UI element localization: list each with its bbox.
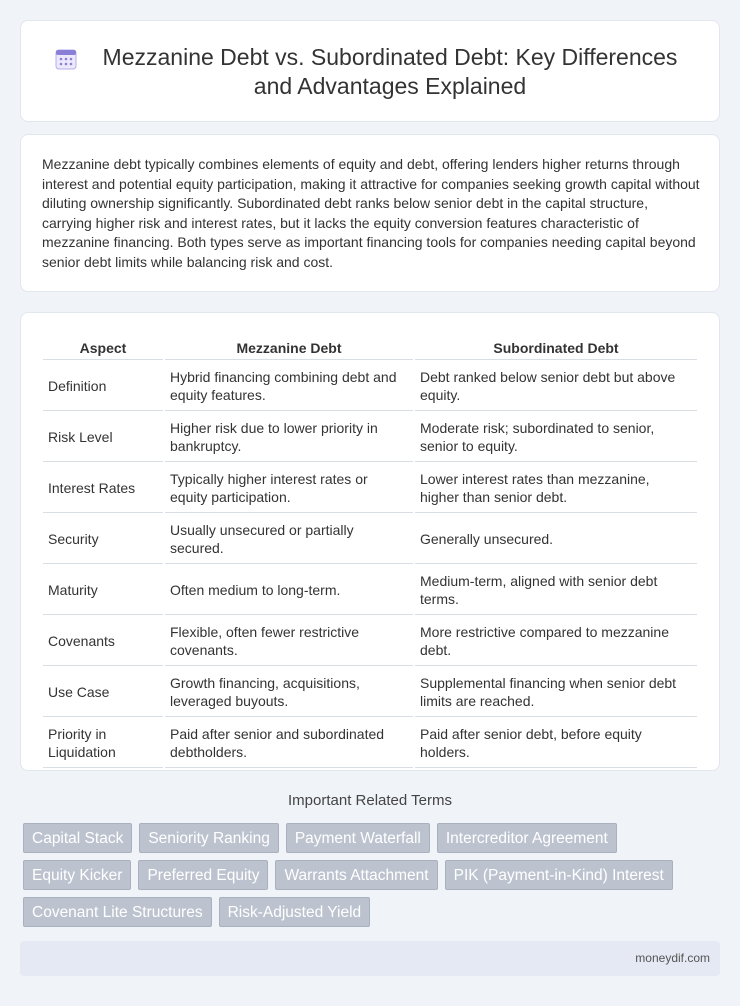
tag-seniority-ranking[interactable]: Seniority Ranking	[139, 823, 278, 853]
tag-risk-adjusted-yield[interactable]: Risk-Adjusted Yield	[219, 897, 371, 927]
subordinated-cell: Supplemental financing when senior debt limits are reached.	[415, 668, 697, 717]
subordinated-cell: Moderate risk; subordinated to senior, senior to equity.	[415, 413, 697, 462]
comparison-table	[41, 333, 699, 770]
tag-payment-waterfall[interactable]: Payment Waterfall	[286, 823, 430, 853]
mezzanine-cell: Often medium to long-term.	[165, 566, 413, 615]
aspect-cell: Covenants	[43, 617, 163, 666]
subordinated-cell: Generally unsecured.	[415, 515, 697, 564]
mezzanine-cell: Higher risk due to lower priority in bankruptcy.	[165, 413, 413, 462]
mezzanine-cell: Hybrid financing combining debt and equity features.	[165, 362, 413, 411]
table-row	[43, 413, 697, 462]
mezzanine-cell: Flexible, often fewer restrictive covenants.	[165, 617, 413, 666]
table-row	[43, 362, 697, 411]
mezzanine-cell: Usually unsecured or partially secured.	[165, 515, 413, 564]
tag-pik-interest[interactable]: PIK (Payment-in-Kind) Interest	[445, 860, 673, 890]
related-terms-list	[23, 823, 703, 927]
subordinated-cell: Lower interest rates than mezzanine, higher than senior debt.	[415, 464, 697, 513]
footer-site-link[interactable]: moneydif.com	[635, 951, 710, 965]
aspect-cell: Security	[43, 515, 163, 564]
tag-equity-kicker[interactable]: Equity Kicker	[23, 860, 131, 890]
footer	[20, 941, 720, 976]
mezzanine-cell: Paid after senior and subordinated debtholders.	[165, 719, 413, 768]
mezzanine-cell: Typically higher interest rates or equity participation.	[165, 464, 413, 513]
tag-warrants-attachment[interactable]: Warrants Attachment	[275, 860, 437, 890]
table-row	[43, 566, 697, 615]
aspect-cell: Priority in Liquidation	[43, 719, 163, 768]
header-subordinated-debt: Subordinated Debt	[415, 335, 697, 360]
summary-paragraph: Mezzanine debt typically combines elements of equity and debt, offering lenders higher returns through interest and potential equity participation, making it attractive for companies seeking growth capital without diluting ownership significantly. Subordinated debt ranks below senior debt in the capital structure, carrying higher risk and interest rates, but it lacks the equity conversion features characteristic of mezzanine financing. Both types serve as important financing tools for companies needing capital beyond senior debt limits while balancing risk and cost.	[42, 156, 700, 270]
mezzanine-cell: Growth financing, acquisitions, leveraged buyouts.	[165, 668, 413, 717]
tag-covenant-lite-structures[interactable]: Covenant Lite Structures	[23, 897, 212, 927]
summary-card	[20, 134, 720, 292]
subordinated-cell: Paid after senior debt, before equity holders.	[415, 719, 697, 768]
title-card	[20, 20, 720, 122]
aspect-cell: Use Case	[43, 668, 163, 717]
aspect-cell: Definition	[43, 362, 163, 411]
aspect-cell: Risk Level	[43, 413, 163, 462]
tag-intercreditor-agreement[interactable]: Intercreditor Agreement	[437, 823, 617, 853]
tag-preferred-equity[interactable]: Preferred Equity	[138, 860, 268, 890]
table-row	[43, 668, 697, 717]
aspect-cell: Maturity	[43, 566, 163, 615]
subordinated-cell: More restrictive compared to mezzanine debt.	[415, 617, 697, 666]
table-row	[43, 515, 697, 564]
table-row	[43, 617, 697, 666]
table-row	[43, 719, 697, 768]
comparison-table-card	[20, 312, 720, 771]
aspect-cell: Interest Rates	[43, 464, 163, 513]
tag-capital-stack[interactable]: Capital Stack	[23, 823, 132, 853]
related-terms-heading: Important Related Terms	[288, 792, 452, 809]
header-aspect: Aspect	[43, 335, 163, 360]
subordinated-cell: Debt ranked below senior debt but above equity.	[415, 362, 697, 411]
header-mezzanine-debt: Mezzanine Debt	[165, 335, 413, 360]
table-header-row	[43, 335, 697, 360]
subordinated-cell: Medium-term, aligned with senior debt terms.	[415, 566, 697, 615]
page-title: Mezzanine Debt vs. Subordinated Debt: Key Differences and Advantages Explained	[102, 44, 678, 99]
table-row	[43, 464, 697, 513]
